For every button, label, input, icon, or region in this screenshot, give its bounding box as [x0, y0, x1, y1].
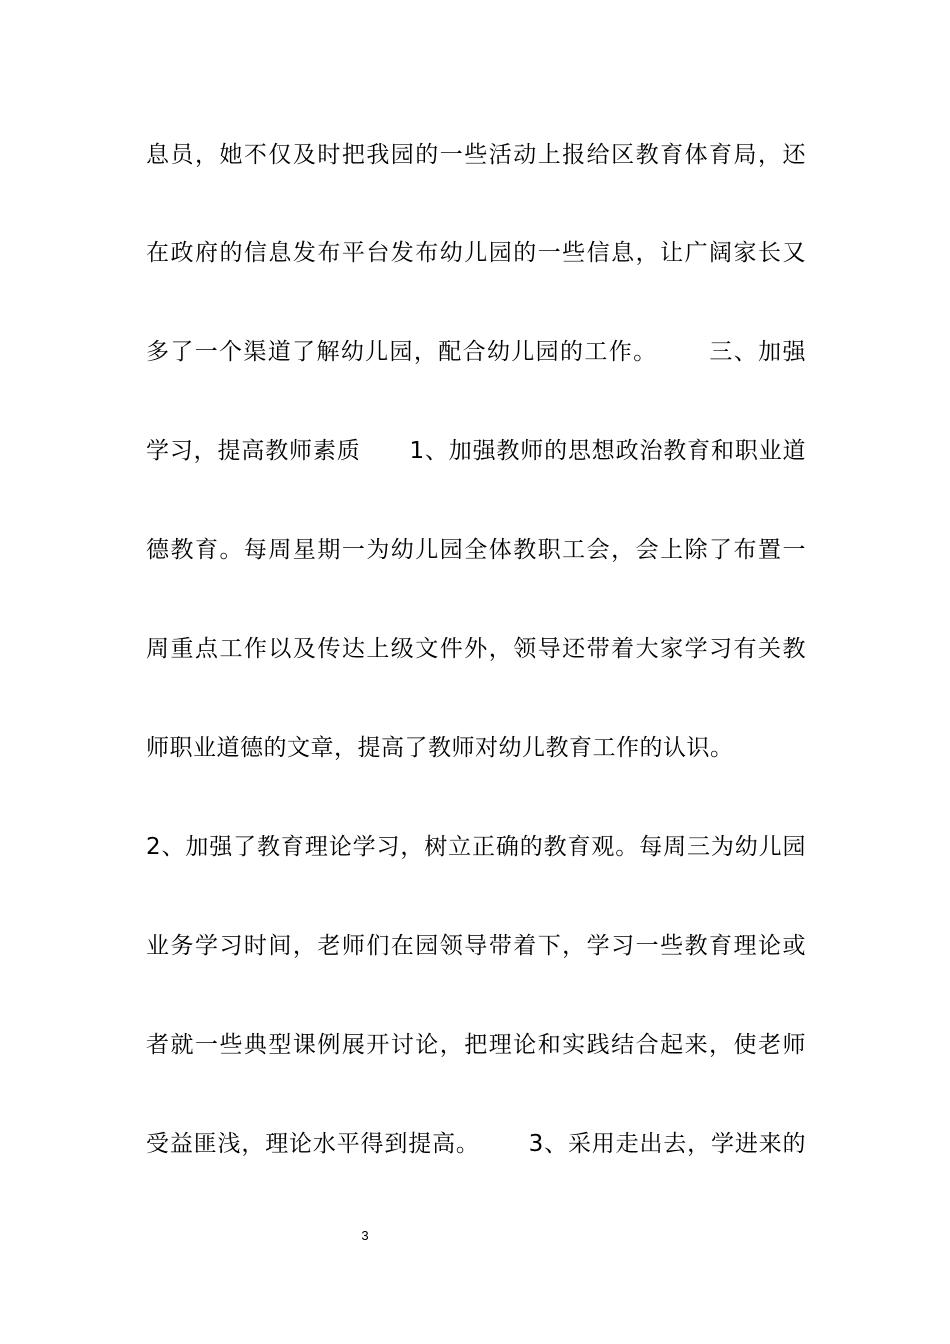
text-line: 多了一个渠道了解幼儿园，配合幼儿园的工作。 三、加强 — [146, 339, 806, 365]
text-line: 业务学习时间，老师们在园领导带着下，学习一些教育理论或 — [146, 933, 806, 959]
text-line: 学习，提高教师素质 1、加强教师的思想政治教育和职业道 — [146, 438, 806, 464]
page-number: 3 — [361, 1228, 369, 1243]
text-line: 在政府的信息发布平台发布幼儿园的一些信息，让广阔家长又 — [146, 240, 806, 266]
text-line: 德教育。每周星期一为幼儿园全体教职工会，会上除了布置一 — [146, 537, 806, 563]
text-line: 周重点工作以及传达上级文件外，领导还带着大家学习有关教 — [146, 636, 806, 662]
text-line: 2、加强了教育理论学习，树立正确的教育观。每周三为幼儿园 — [146, 834, 806, 860]
text-line: 息员，她不仅及时把我园的一些活动上报给区教育体育局，还 — [146, 142, 806, 168]
text-line: 师职业道德的文章，提高了教师对幼儿教育工作的认识。 — [146, 735, 734, 761]
text-line: 者就一些典型课例展开讨论，把理论和实践结合起来，使老师 — [146, 1032, 806, 1058]
text-line: 受益匪浅，理论水平得到提高。 3、采用走出去，学进来的 — [146, 1131, 806, 1157]
